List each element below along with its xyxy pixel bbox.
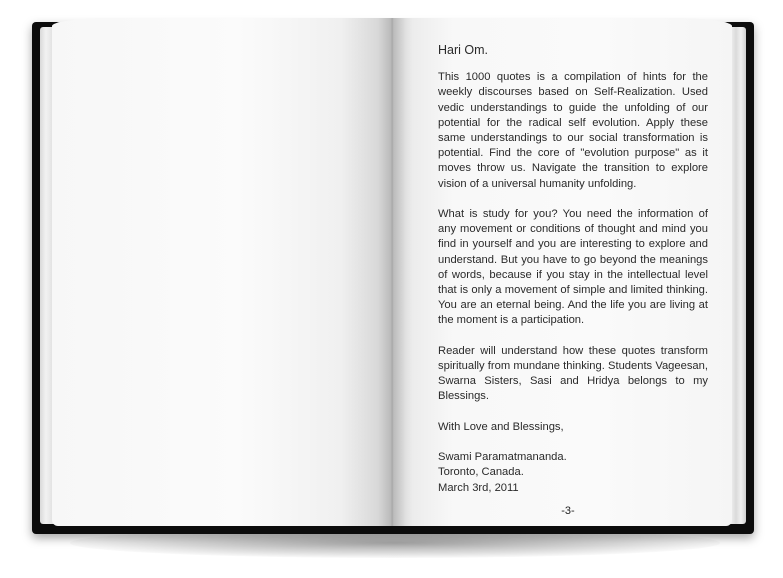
greeting-heading: Hari Om. [438,43,488,57]
closing-line: With Love and Blessings, [438,420,564,433]
spine-gutter [378,18,406,526]
signature-city: Toronto, Canada. [438,466,524,479]
signature-name: Swami Paramatmananda. [438,451,567,464]
right-page-text [438,43,708,496]
paragraph-intro: This 1000 quotes is a compilation of hints for the weekly discourses based on Self-Realization. Used vedic understandings to guide the unfolding of our potential for the radical self evolution. Apply these same understandings to our social transformation is potential. Find the core of "evolution purpose" as it moves throw us. Navigate the transition to explore vision of a universal humanity unfolding. [438,71,708,190]
signature-date: March 3rd, 2011 [438,481,519,494]
paragraph-readers: Reader will understand how these quotes transform spiritually from mundane thinking. Students Vageesan, Swarna Sisters, Sasi and Hridya belongs to my Blessings. [438,344,708,403]
signature-block [438,450,708,496]
left-page-blank [52,18,392,526]
page-number: -3- [561,505,575,517]
paragraph-study: What is study for you? You need the information of any movement or conditions of thought and mind you find in yourself and you are interesting to explore and understand. But you have to go beyond the meanings of words, because if you stay in the intellectual level that is only a movement of simple and limited thinking. You are an eternal being. And the life you are living at the moment is a participation. [438,208,708,327]
